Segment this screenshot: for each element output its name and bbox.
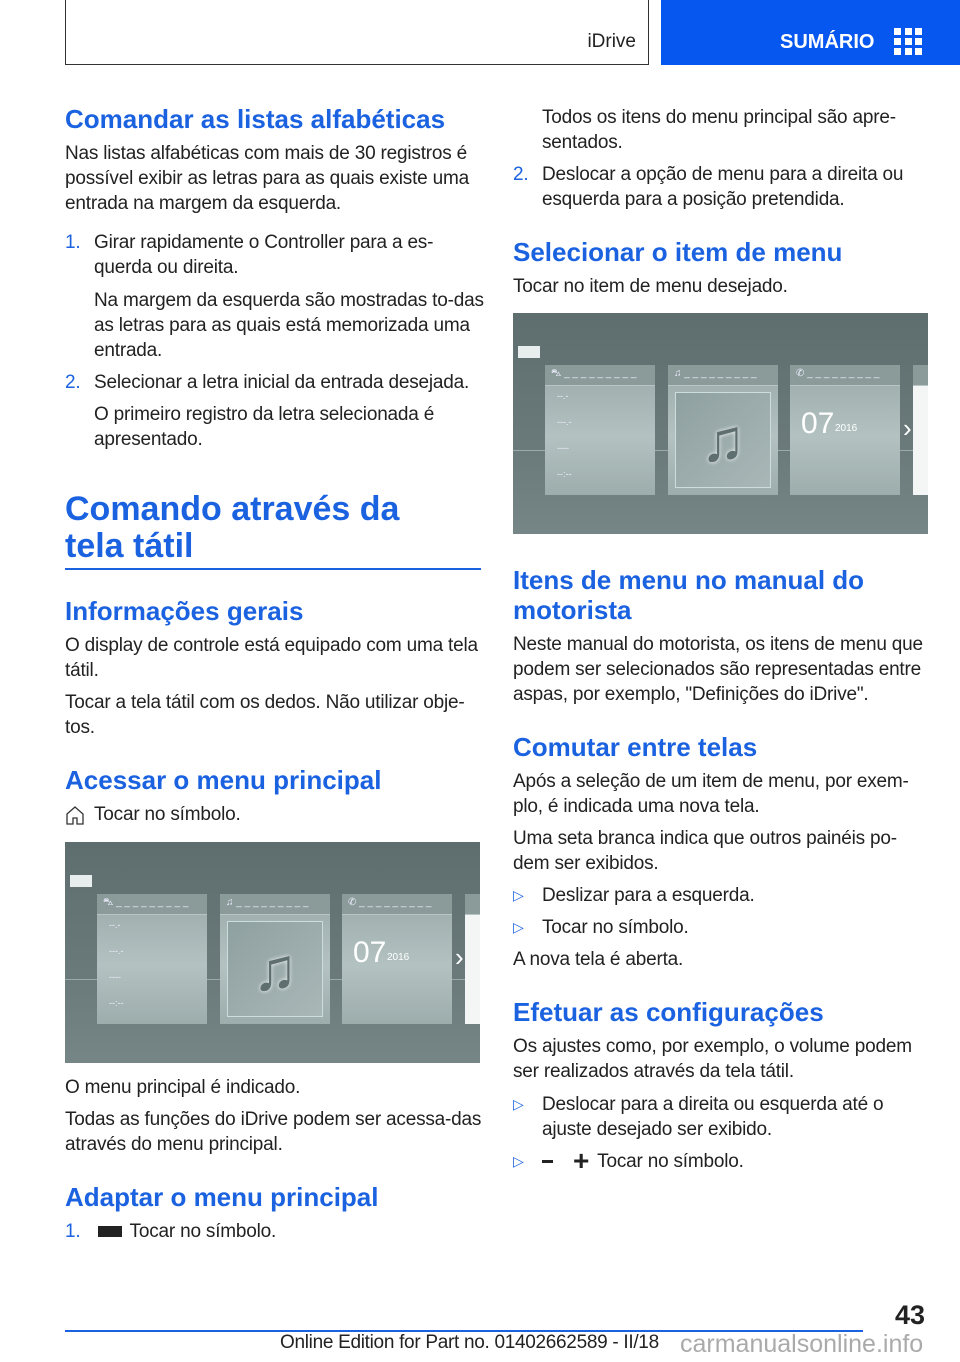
tile-vehicle: ⛍ _ _ _ _ _ _ _ _ _ --.- ---.- ---- --:--	[545, 365, 655, 495]
paragraph: O menu principal é indicado.	[65, 1077, 301, 1098]
idrive-main-menu-screenshot	[513, 313, 928, 534]
paragraph: Tocar a tela tátil com os dedos. Não utilizar obje-tos.	[65, 692, 465, 738]
section-heading: Informações gerais	[65, 596, 304, 626]
tile-media: ♫ _ _ _ _ _ _ _ _ _ ♫	[668, 365, 778, 495]
paragraph: Nas listas alfabéticas com mais de 30 registros é possível exibir as letras para as quais existe uma entrada na margem da esquerda.	[65, 143, 469, 214]
watermark: carmanualsonline.info	[680, 1330, 924, 1358]
music-note-icon: ♫	[227, 921, 323, 1017]
minus-icon[interactable]	[542, 1160, 553, 1163]
triangle-bullet-icon: ▷	[513, 1096, 524, 1112]
toc-button[interactable]	[661, 0, 960, 65]
paragraph: O display de controle está equipado com uma tela tátil.	[65, 635, 478, 681]
section-heading: Comandar as listas alfabéticas	[65, 104, 446, 134]
music-icon: ♫	[226, 897, 237, 908]
tile-vehicle: ⛍ _ _ _ _ _ _ _ _ _ --.- ---.- ---- --:--	[97, 894, 207, 1024]
paragraph: Uma seta branca indica que outros painéis po-dem ser exibidos.	[513, 828, 897, 874]
list-item: 1. Tocar no símbolo.	[65, 1221, 277, 1242]
chevron-right-icon[interactable]: ›	[903, 413, 912, 443]
tile-next	[465, 894, 480, 1024]
triangle-bullet-icon: ▷	[513, 1153, 524, 1169]
idrive-main-menu-screenshot	[65, 842, 480, 1063]
bullet-item: ▷ Tocar no símbolo.	[513, 917, 689, 938]
triangle-bullet-icon: ▷	[513, 919, 524, 935]
list-item: 2. Deslocar a opção de menu para a direita ou esquerda para a posição pretendida.	[513, 164, 904, 210]
car-icon: ⛍	[103, 897, 117, 908]
tile-next	[913, 365, 928, 495]
home-instruction: Tocar no símbolo.	[65, 802, 485, 827]
paragraph: Neste manual do motorista, os itens de menu que podem ser selecionados são representadas entre aspas, por exemplo, "Definições do iDrive".	[513, 634, 923, 705]
tile-communication: ✆ _ _ _ _ _ _ _ _ _ 07 2016	[342, 894, 452, 1024]
list-subtext: O primeiro registro da letra selecionada é apresentado.	[94, 404, 435, 450]
section-heading: Itens de menu no manual do motorista	[513, 565, 865, 625]
grid-icon	[894, 28, 922, 54]
music-note-icon: ♫	[675, 392, 771, 488]
paragraph: Após a seleção de um item de menu, por exem-plo, é indicada uma nova tela.	[513, 771, 909, 817]
header-title: iDrive	[587, 31, 636, 52]
section-heading: Adaptar o menu principal	[65, 1182, 379, 1212]
car-icon: ⛍	[551, 368, 565, 379]
bullet-item: ▷ + Tocar no símbolo.	[513, 1145, 744, 1176]
music-icon: ♫	[674, 368, 685, 379]
phone-icon: ✆	[348, 897, 360, 908]
home-icon	[65, 804, 85, 826]
triangle-bullet-icon: ▷	[513, 887, 524, 903]
paragraph: Todas as funções do iDrive podem ser acessa-das através do menu principal.	[65, 1109, 482, 1155]
list-subtext: Todos os itens do menu principal são apre-sentados.	[542, 107, 896, 153]
section-heading: Acessar o menu principal	[65, 765, 382, 795]
edition-text: Online Edition for Part no. 01402662589 - II/18	[280, 1332, 659, 1353]
paragraph: Os ajustes como, por exemplo, o volume podem ser realizados através da tela tátil.	[513, 1036, 912, 1082]
plus-icon[interactable]: +	[573, 1145, 590, 1176]
menu-adapt-icon	[518, 346, 540, 358]
toc-label: SUMÁRIO	[780, 31, 875, 53]
section-heading: Selecionar o item de menu	[513, 237, 843, 267]
page-number: 43	[895, 1300, 926, 1330]
chapter-title: Comando através da tela tátil	[65, 490, 400, 565]
phone-icon: ✆	[796, 368, 808, 379]
chevron-right-icon[interactable]: ›	[455, 942, 464, 972]
paragraph: A nova tela é aberta.	[513, 949, 684, 970]
section-heading: Efetuar as configurações	[513, 997, 824, 1027]
bullet-item: ▷ Deslizar para a esquerda.	[513, 885, 755, 906]
bullet-item: ▷ Deslocar para a direita ou esquerda até o ajuste desejado ser exibido.	[513, 1094, 884, 1140]
header-frame	[65, 0, 649, 65]
list-subtext: Na margem da esquerda são mostradas to-das as letras para as quais está memorizada uma entrada.	[94, 290, 484, 361]
tile-media: ♫ _ _ _ _ _ _ _ _ _ ♫	[220, 894, 330, 1024]
paragraph: Tocar no item de menu desejado.	[513, 276, 788, 297]
list-item: 1. Girar rapidamente o Controller para a es-querda ou direita.	[65, 232, 434, 278]
section-heading: Comutar entre telas	[513, 732, 758, 762]
menu-adapt-icon	[70, 875, 92, 887]
divider	[65, 568, 481, 570]
menu-adapt-icon	[98, 1226, 122, 1237]
list-item: 2. Selecionar a letra inicial da entrada desejada.	[65, 372, 470, 393]
tile-communication: ✆ _ _ _ _ _ _ _ _ _ 07 2016	[790, 365, 900, 495]
